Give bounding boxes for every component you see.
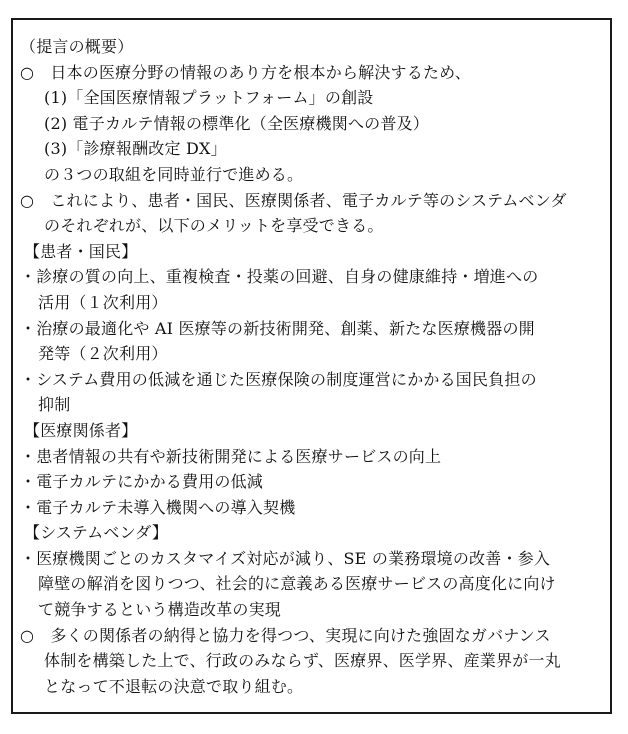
bullet-item: ・医療機関ごとのカスタマイズ対応が減り、SE の業務環境の改善・参入 [20, 548, 551, 568]
group-heading: 【システムベンダ】 [24, 523, 169, 543]
bullet-continuation: 活用（１次利用） [38, 292, 168, 312]
paragraph-line: となって不退転の決意で取り組む。 [44, 676, 304, 696]
bullet-item: ・患者情報の共有や新技術開発による医療サービスの向上 [20, 446, 442, 466]
bullet-item: ・電子カルテ未導入機関への導入契機 [20, 497, 296, 517]
paragraph-line: ○ 日本の医療分野の情報のあり方を根本から解決するため、 [20, 62, 471, 82]
initiative-item: (3)「診療報酬改定 DX」 [44, 139, 227, 159]
bullet-item: ・診療の質の向上、重複検査・投薬の回避、自身の健康維持・増進への [20, 267, 539, 287]
bullet-continuation: 障壁の解消を図りつつ、社会的に意義ある医療サービスの高度化に向け [38, 574, 556, 594]
group-heading: 【患者・国民】 [24, 241, 138, 261]
bullet-continuation: て競争するという構造改革の実現 [38, 600, 282, 620]
group-heading: 【医療関係者】 [24, 420, 138, 440]
paragraph-line: ○ これにより、患者・国民、医療関係者、電子カルテ等のシステムベンダ [20, 190, 567, 210]
summary-text [20, 34, 612, 699]
paragraph-line: のそれぞれが、以下のメリットを享受できる。 [44, 216, 384, 236]
paragraph-line: の３つの取組を同時並行で進める。 [44, 164, 304, 184]
bullet-item: ・治療の最適化や AI 医療等の新技術開発、創薬、新たな医療機器の開 [20, 318, 535, 338]
bullet-item: ・システム費用の低減を通じた医療保険の制度運営にかかる国民負担の [20, 369, 537, 389]
paragraph-line: ○ 多くの関係者の納得と協力を得つつ、実現に向けた強固なガバナンス [20, 625, 551, 645]
bullet-item: ・電子カルテにかかる費用の低減 [20, 472, 264, 492]
initiative-item: (2) 電子カルテ情報の標準化（全医療機関への普及） [44, 113, 429, 133]
bullet-continuation: 抑制 [38, 395, 71, 415]
initiative-item: (1)「全国医療情報プラットフォーム」の創設 [44, 88, 374, 108]
section-heading: （提言の概要） [20, 37, 134, 56]
paragraph-line: 体制を構築した上で、行政のみならず、医療界、医学界、産業界が一丸 [44, 651, 561, 671]
bullet-continuation: 発等（２次利用） [38, 344, 168, 364]
